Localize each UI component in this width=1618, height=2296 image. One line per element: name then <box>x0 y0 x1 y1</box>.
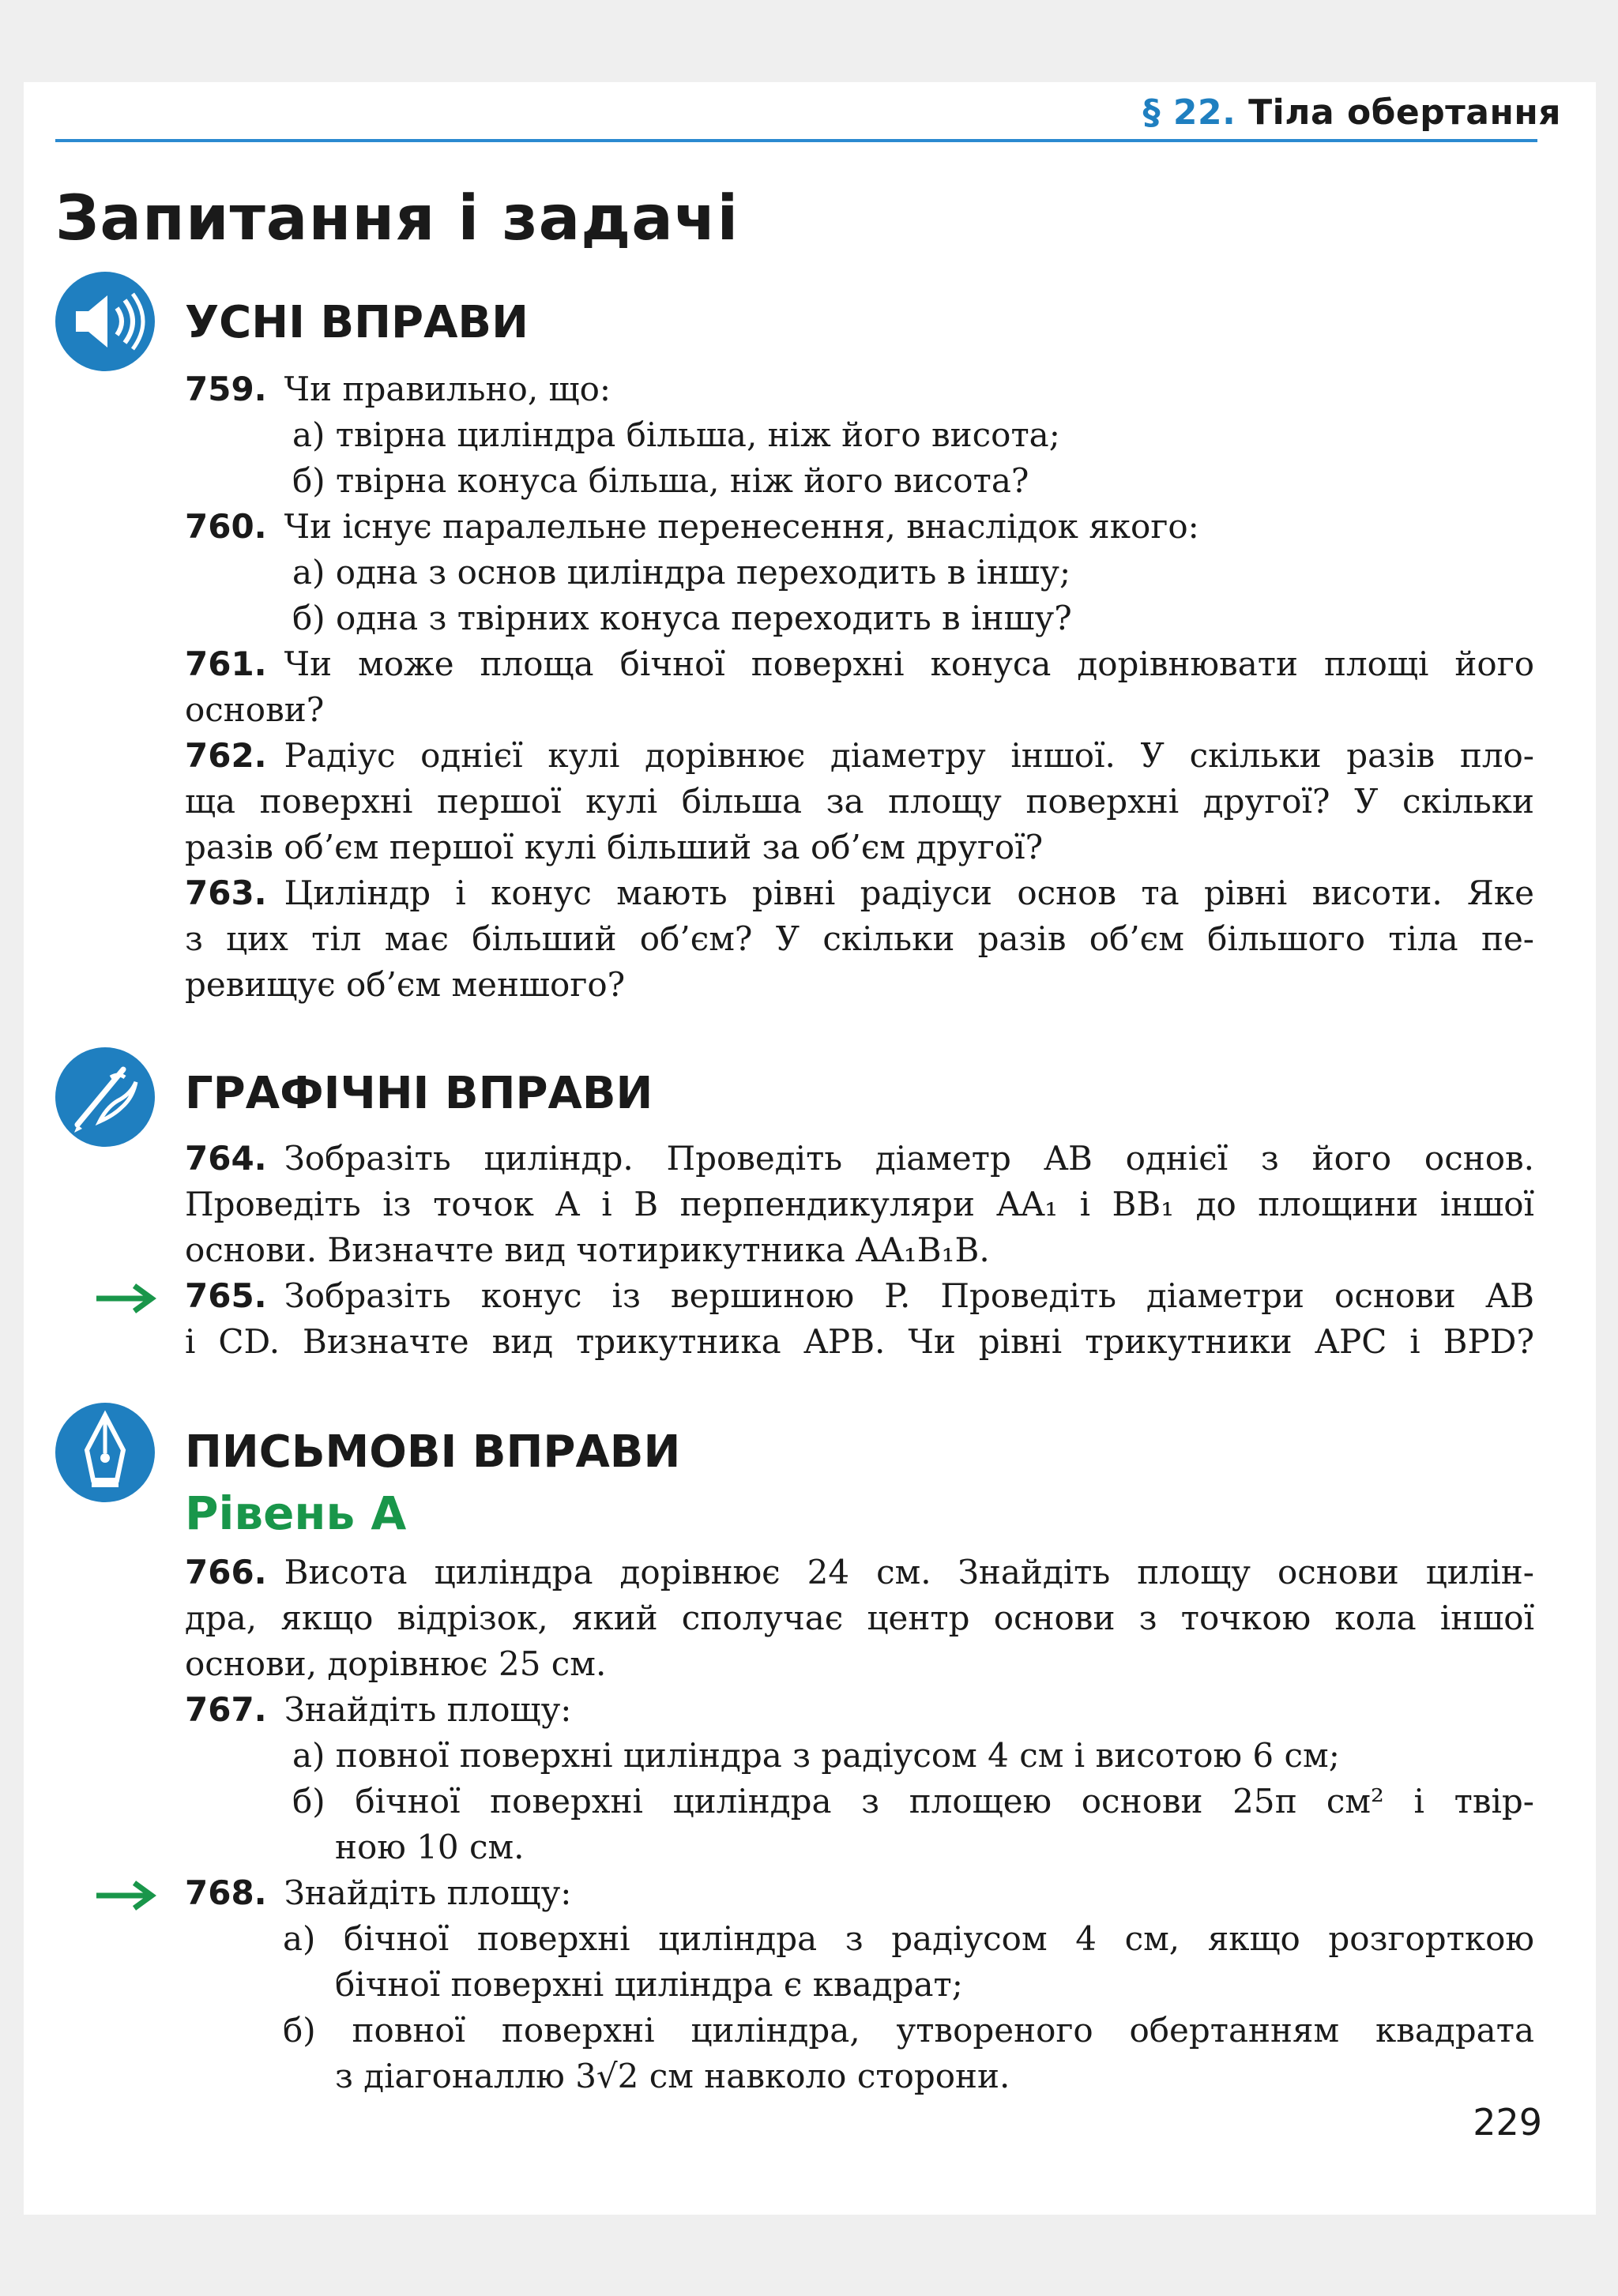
exercise-line: 767. Знайдіть площу: <box>185 1690 572 1729</box>
speaker-icon <box>54 270 156 373</box>
exercise-line: з діагоналлю 3√2 см навколо сторони. <box>335 2057 1010 2095</box>
exercise-line: а) твірна циліндра більша, ніж його висота; <box>292 415 1060 454</box>
section-heading-oral: УСНІ ВПРАВИ <box>185 297 529 348</box>
arrow-right-icon <box>95 1283 156 1314</box>
page-number: 229 <box>1473 2101 1542 2144</box>
exercise-line: дра, якщо відрізок, який сполучає центр основи з точкою кола іншої <box>185 1599 1534 1637</box>
exercise-line: 762. Радіус однієї кулі дорівнює діаметру іншої. У скільки разів пло- <box>185 736 1534 775</box>
exercise-line: а) одна з основ циліндра переходить в іншу; <box>292 553 1071 592</box>
exercise-line: б) повної поверхні циліндра, утвореного обертанням квадрата <box>283 2011 1534 2050</box>
exercise-line: а) бічної поверхні циліндра з радіусом 4 см, якщо розгорткою <box>283 1919 1534 1958</box>
exercise-line: з цих тіл має більший об’єм? У скільки разів об’єм більшого тіла пе- <box>185 919 1534 958</box>
exercise-line: ною 10 см. <box>335 1828 525 1866</box>
exercise-line: 763. Циліндр і конус мають рівні радіуси основ та рівні висоти. Яке <box>185 874 1534 912</box>
hand-pencil-icon <box>54 1046 156 1148</box>
exercise-line: ревищує об’єм меншого? <box>185 965 626 1004</box>
section-heading-graphic: ГРАФІЧНІ ВПРАВИ <box>185 1068 653 1119</box>
exercise-line: а) повної поверхні циліндра з радіусом 4 см і висотою 6 см; <box>292 1736 1340 1775</box>
exercise-line: 768. Знайдіть площу: <box>185 1873 572 1912</box>
section-number: § 22. <box>1142 92 1236 133</box>
exercise-line: б) одна з твірних конуса переходить в іншу? <box>292 599 1072 637</box>
exercise-line: 761. Чи може площа бічної поверхні конуса дорівнювати площі його <box>185 644 1534 683</box>
exercise-line: основи. Визначте вид чотирикутника AA₁B₁B. <box>185 1231 990 1269</box>
pen-nib-icon <box>54 1401 156 1504</box>
exercise-line: Проведіть із точок A і B перпендикуляри AA₁ і BB₁ до площини іншої <box>185 1185 1534 1223</box>
exercise-line: основи, дорівнює 25 см. <box>185 1644 607 1683</box>
running-head <box>1143 92 1561 133</box>
exercise-line: 764. Зобразіть циліндр. Проведіть діаметр AB однієї з його основ. <box>185 1139 1534 1178</box>
exercise-line: разів об’єм першої кулі більший за об’єм другої? <box>185 828 1044 866</box>
exercise-line: 760. Чи існує паралельне перенесення, внаслідок якого: <box>185 507 1199 546</box>
section-title: Тіла обертання <box>1248 92 1561 133</box>
exercise-line: 765. Зобразіть конус із вершиною P. Проведіть діаметри основи AB <box>185 1276 1534 1315</box>
level-heading: Рівень А <box>185 1486 407 1540</box>
exercise-line: основи? <box>185 690 325 729</box>
exercise-line: бічної поверхні циліндра є квадрат; <box>335 1965 963 2004</box>
exercise-line: 759. Чи правильно, що: <box>185 370 611 408</box>
exercise-line: і CD. Визначте вид трикутника APB. Чи рівні трикутники APC і BPD? <box>185 1322 1534 1361</box>
exercise-line: 766. Висота циліндра дорівнює 24 см. Знайдіть площу основи цилін- <box>185 1553 1534 1591</box>
arrow-right-icon <box>95 1880 156 1911</box>
exercise-line: ща поверхні першої кулі більша за площу поверхні другої? У скільки <box>185 782 1534 821</box>
exercise-line: б) твірна конуса більша, ніж його висота? <box>292 461 1029 500</box>
section-heading-written: ПИСЬМОВІ ВПРАВИ <box>185 1426 681 1478</box>
exercise-line: б) бічної поверхні циліндра з площею основи 25π см² і твір- <box>292 1782 1534 1821</box>
header-rule <box>55 139 1537 142</box>
page-title: Запитання і задачі <box>55 183 739 254</box>
